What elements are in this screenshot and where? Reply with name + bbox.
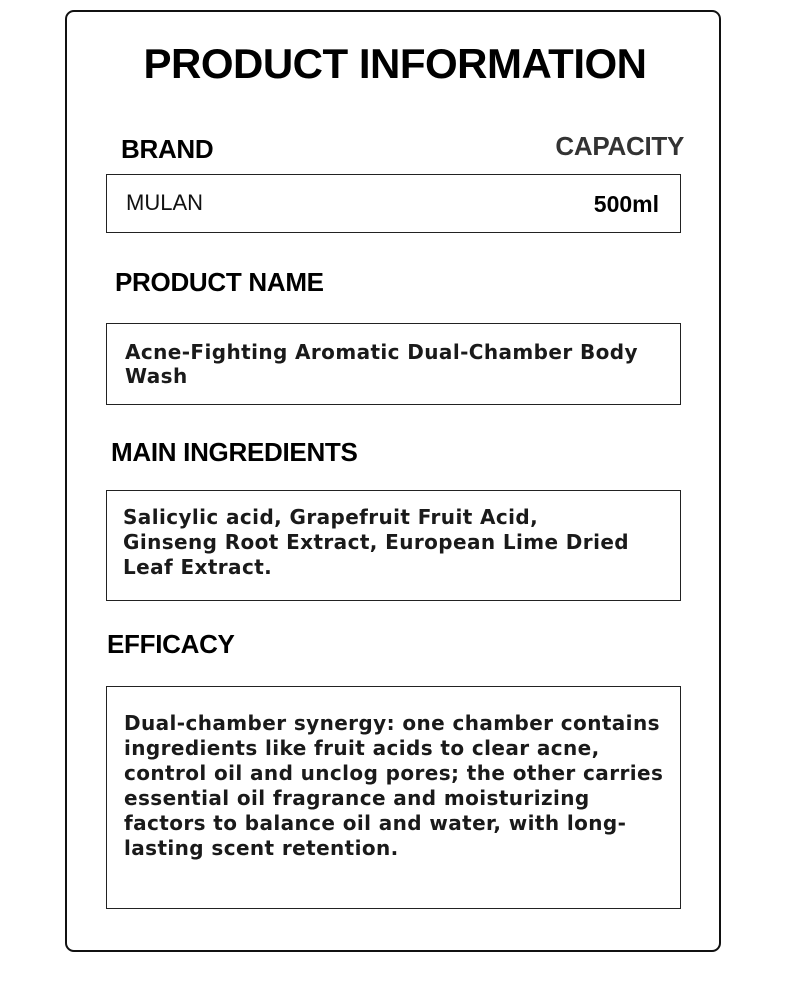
brand-value: MULAN — [126, 190, 204, 215]
product-name-label: PRODUCT NAME — [115, 267, 324, 297]
efficacy-label: EFFICACY — [107, 629, 235, 659]
brand-label: BRAND — [121, 134, 214, 164]
product-name-value: Acne-Fighting Aromatic Dual-Chamber Body Wash — [125, 340, 638, 388]
main-ingredients-label: MAIN INGREDIENTS — [111, 437, 358, 467]
capacity-value: 500ml — [593, 191, 659, 217]
main-ingredients-value: Salicylic acid, Grapefruit Fruit Acid, Ginseng Root Extract, European Lime Dried Leaf Extract. — [123, 505, 630, 579]
efficacy-value: Dual-chamber synergy: one chamber contains ingredients like fruit acids to clear acne, control oil and unclog pores; the other carries essential oil fragrance and moisturizing factors to balance oil and water, with long-lasting scent retention. — [124, 711, 664, 860]
page-title: PRODUCT INFORMATION — [143, 40, 647, 87]
capacity-label: CAPACITY — [555, 131, 684, 161]
